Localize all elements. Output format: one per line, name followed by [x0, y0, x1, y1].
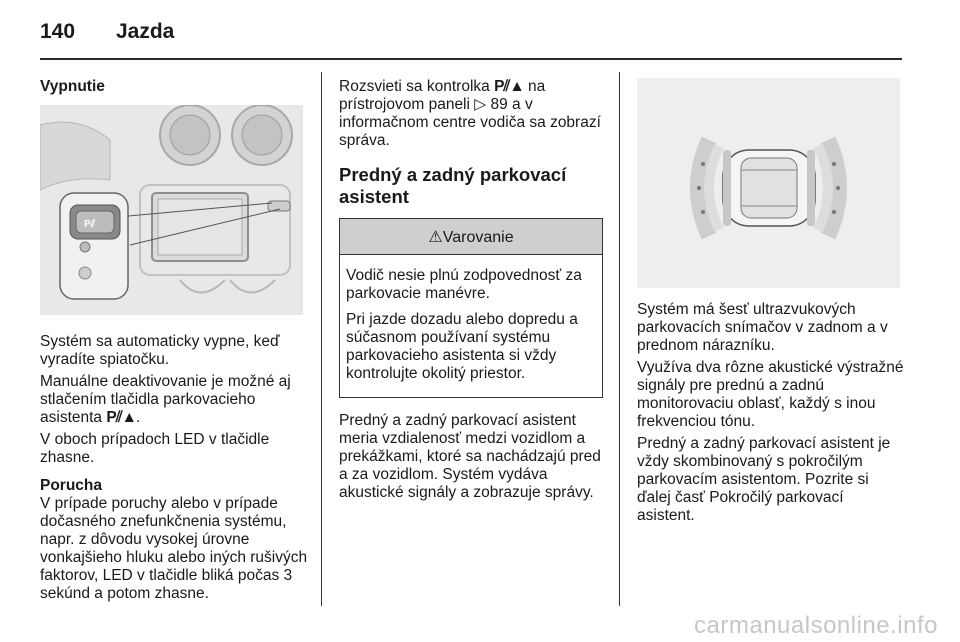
parking-assist-icon: P⫽▲	[494, 78, 524, 95]
header-rule	[40, 58, 902, 60]
page-reference-icon: ▷	[474, 96, 487, 113]
paragraph: Využíva dva rôzne akustické výstražné signály pre prednú a zadnú monitorovaciu oblasť, každý s inou frekvenciou tónu.	[637, 359, 904, 430]
dashboard-illustration	[40, 105, 303, 315]
warning-icon: ⚠	[428, 229, 443, 246]
column-3-text	[637, 301, 905, 529]
paragraph: Systém má šesť ultrazvukových parkovacích snímačov v zadnom a v prednom nárazníku.	[637, 301, 888, 354]
car-sensor-illustration	[637, 78, 900, 288]
column-1	[40, 78, 308, 96]
section-heading-parking-assist: Predný a zadný parkovací asistent	[339, 164, 567, 207]
paragraph: Predný a zadný parkovací asistent je vždy skombinovaný s pokročilým parkovacím asistentom. Pozrite si ďalej časť Pokročilý parkovací asistent.	[637, 435, 891, 524]
paragraph: Manuálne deaktivovanie je možné aj stlačením tlačidla parkovacieho asistenta P⫽▲.	[40, 373, 291, 426]
warning-paragraph: Pri jazde dozadu alebo dopredu a súčasnom používaní systému parkovacieho asistenta si vždy kontrolujte okolitý priestor.	[346, 311, 578, 382]
page-header	[40, 18, 900, 56]
paragraph: Predný a zadný parkovací asistent meria vzdialenosť medzi vozidlom a prekážkami, ktoré sa nachádzajú pred a za vozidlom. Systém vydáva akustické signály a zobrazuje správy.	[339, 412, 601, 501]
chapter-title: Jazda	[116, 20, 175, 43]
section-heading-porucha: Porucha	[40, 477, 103, 494]
paragraph: Rozsvieti sa kontrolka P⫽▲ na prístrojovom paneli ▷ 89 a v informačnom centre vodiča sa zobrazí správa.	[339, 78, 601, 149]
car-sensor-figure	[637, 78, 900, 288]
warning-body	[340, 255, 602, 397]
watermark: carmanualsonline.info	[694, 612, 938, 639]
warning-header	[340, 219, 602, 255]
page-number: 140	[40, 20, 76, 43]
paragraph: Systém sa automaticky vypne, keď vyradíte spiatočku.	[40, 333, 280, 368]
column-divider-1	[321, 72, 322, 606]
warning-title: Varovanie	[442, 229, 514, 246]
warning-box	[339, 218, 603, 398]
parking-assist-icon: P⫽▲	[106, 409, 136, 426]
paragraph: V prípade poruchy alebo v prípade dočasného znefunkčnenia systému, napr. z dôvodu vysokej úrovne vonkajšieho hluku alebo iných rušivých faktorov, LED v tlačidle bliká počas 3 sekúnd a potom zhasne.	[40, 495, 308, 602]
figure-button-label: P⫽	[84, 219, 96, 230]
section-heading-vypnutie: Vypnutie	[40, 78, 105, 95]
column-divider-2	[619, 72, 620, 606]
paragraph: V oboch prípadoch LED v tlačidle zhasne.	[40, 431, 270, 466]
warning-paragraph: Vodič nesie plnú zodpovednosť za parkovacie manévre.	[346, 267, 582, 302]
dashboard-figure	[40, 105, 303, 315]
column-2	[339, 78, 603, 506]
column-1-text	[40, 333, 308, 607]
